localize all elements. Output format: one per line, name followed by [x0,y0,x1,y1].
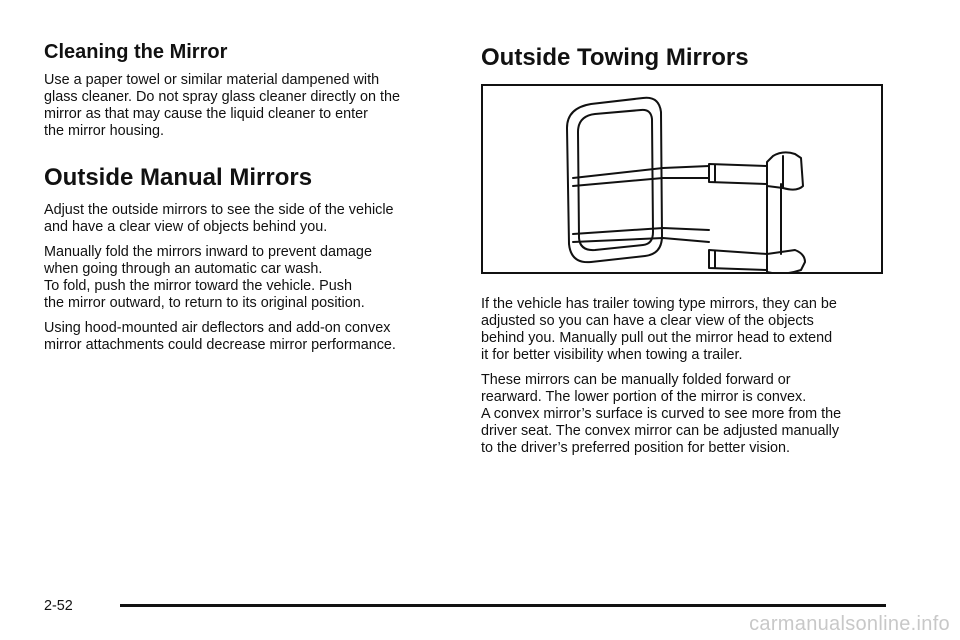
text-line: it for better visibility when towing a trailer. [481,347,743,363]
text-line: Adjust the outside mirrors to see the side of the vehicle [44,202,394,218]
text-line: glass cleaner. Do not spray glass cleaner directly on the [44,89,400,105]
text-line: If the vehicle has trailer towing type mirrors, they can be [481,296,837,312]
section-heading-cleaning-mirror: Cleaning the Mirror [44,41,228,63]
text-line: to the driver’s preferred position for better vision. [481,440,791,456]
towing-mirrors-paragraph-1 [481,296,891,364]
manual-mirrors-paragraph-2 [44,244,454,312]
right-column [481,44,891,465]
towing-mirror-illustration [481,84,883,274]
text-line: the mirror outward, to return to its original position. [44,295,365,311]
text-line: A convex mirror’s surface is curved to see more from the [481,406,842,422]
towing-mirror-drawing [483,86,881,272]
text-line: mirror attachments could decrease mirror performance. [44,337,396,353]
text-line: To fold, push the mirror toward the vehicle. Push [44,278,352,294]
text-line: adjusted so you can have a clear view of the objects [481,313,814,329]
section-heading-outside-manual-mirrors: Outside Manual Mirrors [44,164,313,191]
towing-mirrors-paragraph-2 [481,372,891,457]
text-line: Manually fold the mirrors inward to prevent damage [44,244,372,260]
text-line: driver seat. The convex mirror can be adjusted manually [481,423,840,439]
section-heading-outside-towing-mirrors: Outside Towing Mirrors [481,44,749,71]
text-line: behind you. Manually pull out the mirror head to extend [481,330,833,346]
cleaning-mirror-paragraph [44,72,454,140]
text-line: the mirror housing. [44,123,164,139]
text-line: Using hood-mounted air deflectors and add-on convex [44,320,391,336]
manual-mirrors-paragraph-1 [44,202,454,236]
text-line: Use a paper towel or similar material dampened with [44,72,380,88]
text-line: mirror as that may cause the liquid cleaner to enter [44,106,368,122]
text-line: rearward. The lower portion of the mirror is convex. [481,389,807,405]
text-line: and have a clear view of objects behind you. [44,219,328,235]
footer-rule [120,604,886,607]
text-line: when going through an automatic car wash. [44,261,323,277]
text-line: These mirrors can be manually folded forward or [481,372,791,388]
page-number: 2-52 [44,598,73,614]
watermark-text: carmanualsonline.info [749,613,950,635]
left-column [44,40,454,362]
manual-mirrors-paragraph-3 [44,320,454,354]
